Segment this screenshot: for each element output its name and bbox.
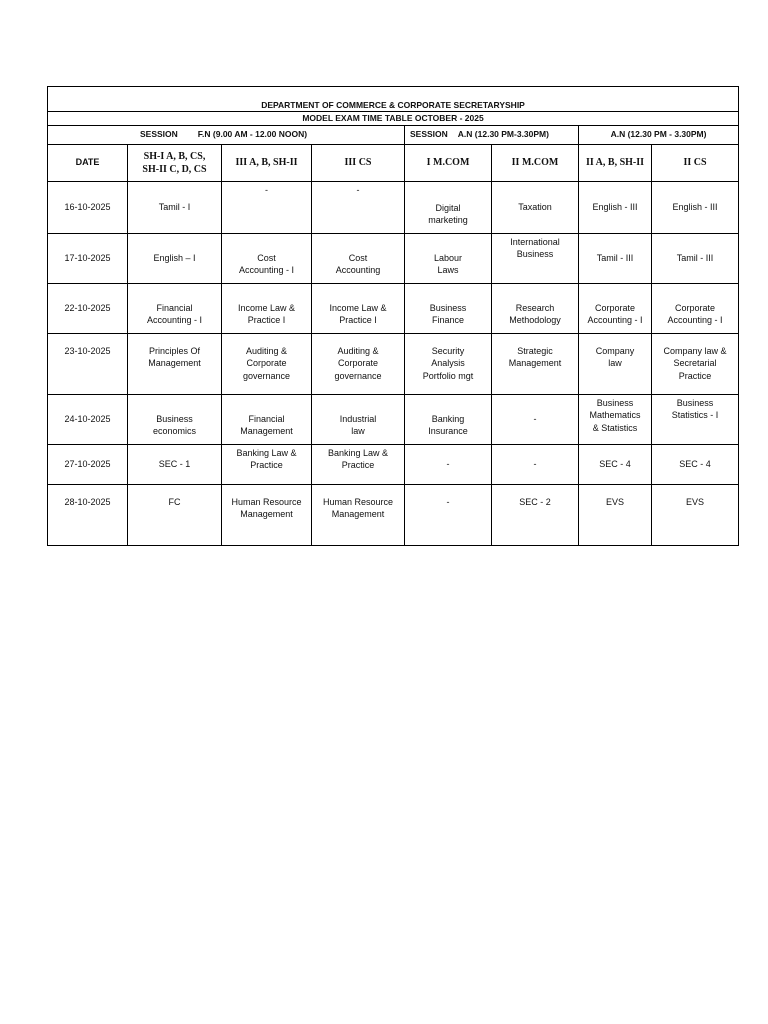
exam-cell: Taxation — [492, 181, 579, 233]
exam-cell: Industrial law — [312, 394, 405, 444]
exam-cell: EVS — [579, 484, 652, 545]
exam-cell: Banking Insurance — [405, 394, 492, 444]
exam-cell: Tamil - I — [128, 181, 222, 233]
exam-cell: Business Statistics - I — [652, 394, 739, 444]
exam-cell: EVS — [652, 484, 739, 545]
column-header-ii-mcom: II M.COM — [492, 144, 579, 181]
exam-date: 24-10-2025 — [48, 394, 128, 444]
exam-cell: Business Mathematics & Statistics — [579, 394, 652, 444]
column-header-ii-cs: II CS — [652, 144, 739, 181]
department-title: DEPARTMENT OF COMMERCE & CORPORATE SECRETARYSHIP — [48, 87, 739, 112]
column-header-iii-ab: III A, B, SH-II — [222, 144, 312, 181]
column-header-i-mcom: I M.COM — [405, 144, 492, 181]
table-row — [48, 181, 739, 233]
table-row — [48, 394, 739, 444]
timetable-title: MODEL EXAM TIME TABLE OCTOBER - 2025 — [48, 112, 739, 126]
exam-cell: SEC - 2 — [492, 484, 579, 545]
session-an-mcom-time: A.N (12.30 PM-3.30PM) — [457, 129, 549, 140]
exam-cell: - — [492, 394, 579, 444]
session-an-ug: A.N (12.30 PM - 3.30PM) — [579, 125, 739, 144]
exam-cell: Banking Law & Practice — [312, 444, 405, 484]
table-row — [48, 444, 739, 484]
exam-cell: Income Law & Practice I — [222, 283, 312, 333]
exam-cell: Digital marketing — [405, 181, 492, 233]
exam-cell: Financial Management — [222, 394, 312, 444]
exam-cell: - — [405, 484, 492, 545]
table-row — [48, 233, 739, 283]
exam-date: 23-10-2025 — [48, 333, 128, 394]
exam-date: 28-10-2025 — [48, 484, 128, 545]
exam-cell: Human Resource Management — [312, 484, 405, 545]
session-fn-label: SESSION — [140, 129, 178, 140]
exam-cell: International Business — [492, 233, 579, 283]
exam-cell: Corporate Accounting - I — [652, 283, 739, 333]
exam-cell: Cost Accounting — [312, 233, 405, 283]
exam-cell: - — [405, 444, 492, 484]
exam-date: 22-10-2025 — [48, 283, 128, 333]
session-fn — [48, 125, 405, 144]
exam-cell: SEC - 4 — [579, 444, 652, 484]
session-fn-time: F.N (9.00 AM - 12.00 NOON) — [197, 129, 308, 140]
exam-cell: - — [312, 181, 405, 233]
exam-cell: Financial Accounting - I — [128, 283, 222, 333]
exam-cell: English - III — [652, 181, 739, 233]
exam-cell: Research Methodology — [492, 283, 579, 333]
exam-date: 17-10-2025 — [48, 233, 128, 283]
exam-date: 27-10-2025 — [48, 444, 128, 484]
exam-cell: Income Law & Practice I — [312, 283, 405, 333]
exam-date: 16-10-2025 — [48, 181, 128, 233]
timetable-sheet — [47, 86, 738, 546]
exam-cell: FC — [128, 484, 222, 545]
exam-cell: Tamil - III — [652, 233, 739, 283]
exam-cell: Corporate Accounting - I — [579, 283, 652, 333]
exam-cell: Human Resource Management — [222, 484, 312, 545]
exam-cell: Principles Of Management — [128, 333, 222, 394]
table-row — [48, 333, 739, 394]
exam-cell: - — [492, 444, 579, 484]
exam-cell: Auditing & Corporate governance — [222, 333, 312, 394]
exam-cell: Labour Laws — [405, 233, 492, 283]
exam-cell: Auditing & Corporate governance — [312, 333, 405, 394]
exam-cell: Tamil - III — [579, 233, 652, 283]
table-row — [48, 283, 739, 333]
exam-cell: Banking Law & Practice — [222, 444, 312, 484]
exam-cell: Business economics — [128, 394, 222, 444]
exam-cell: Strategic Management — [492, 333, 579, 394]
column-header-iii-cs: III CS — [312, 144, 405, 181]
column-header-sh-i: SH-I A, B, CS, SH-II C, D, CS — [128, 144, 222, 181]
table-row — [48, 484, 739, 545]
column-header-ii-ab: II A, B, SH-II — [579, 144, 652, 181]
exam-cell: SEC - 1 — [128, 444, 222, 484]
exam-cell: SEC - 4 — [652, 444, 739, 484]
exam-cell: Company law — [579, 333, 652, 394]
exam-cell: Business Finance — [405, 283, 492, 333]
exam-timetable — [47, 86, 739, 546]
exam-cell: - — [222, 181, 312, 233]
exam-cell: Cost Accounting - I — [222, 233, 312, 283]
exam-cell: English - III — [579, 181, 652, 233]
exam-cell: Security Analysis Portfolio mgt — [405, 333, 492, 394]
exam-cell: English – I — [128, 233, 222, 283]
session-an-label: SESSION — [410, 129, 448, 140]
exam-cell: Company law & Secretarial Practice — [652, 333, 739, 394]
session-an-mcom — [405, 125, 579, 144]
column-header-date: DATE — [48, 144, 128, 181]
